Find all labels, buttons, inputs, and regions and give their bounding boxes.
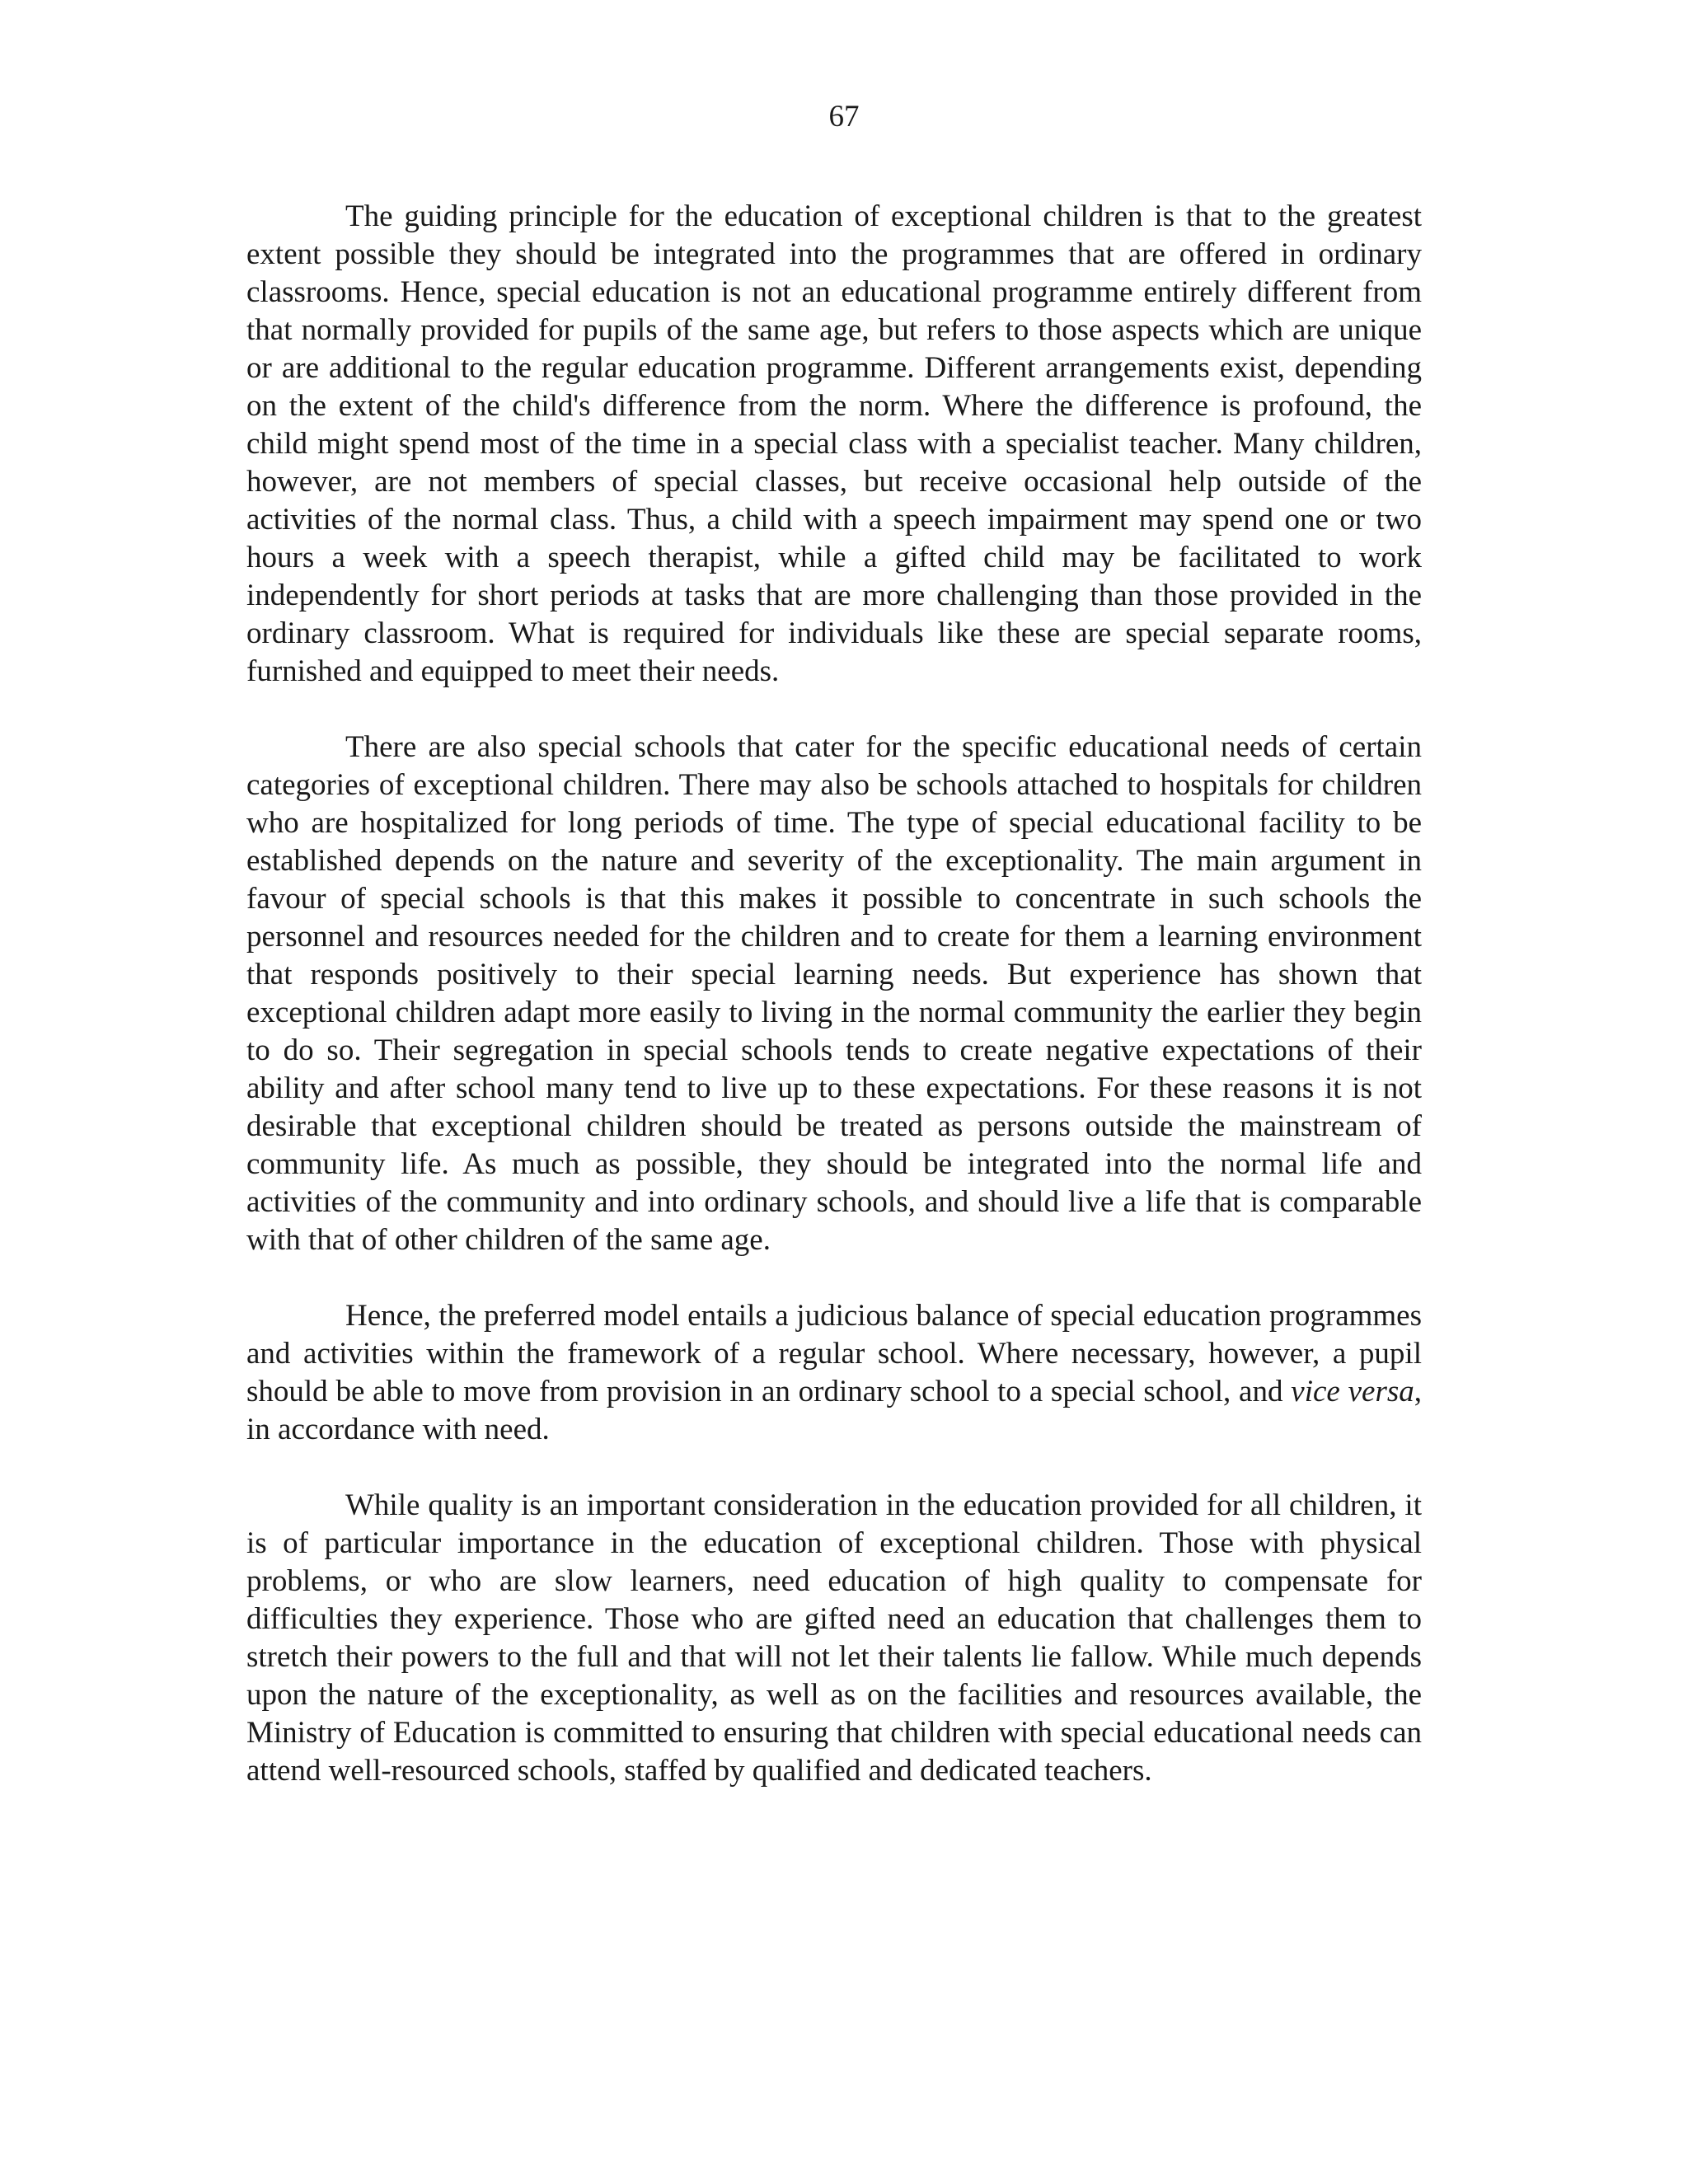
- body-text: [246, 198, 1422, 1790]
- preferred-model-text: Hence, the preferred model entails a judicious balance of special education programmes and activities within the framework of a regular school. Where necessary, however, a pupil should be able to move from provision in an ordinary school to a special school, and: [246, 1299, 1422, 1408]
- paragraph-preferred-model: [246, 1297, 1422, 1449]
- paragraph-integration-principle: The guiding principle for the education of exceptional children is that to the greatest extent possible they should be integrated into the programmes that are offered in ordinary classrooms. Hence, special education is not an educational programme entirely different from that normally provided for pupils of the same age, but refers to those aspects which are unique or are additional to the regular education programme. Different arrangements exist, depending on the extent of the child's difference from the norm. Where the difference is profound, the child might spend most of the time in a special class with a specialist teacher. Many children, however, are not members of special classes, but receive occasional help outside of the activities of the normal class. Thus, a child with a speech impairment may spend one or two hours a week with a speech therapist, while a gifted child may be facilitated to work independently for short periods at tasks that are more challenging than those provided in the ordinary classroom. What is required for individuals like these are special separate rooms, furnished and equipped to meet their needs.: [246, 199, 1422, 688]
- italic-phrase: vice versa: [1291, 1375, 1414, 1408]
- paragraph-quality: While quality is an important consideration in the education provided for all children, it is of particular importance in the education of exceptional children. Those with physical problems, or who are slow learners, need education of high quality to compensate for difficulties they experience. Those who are gifted need an education that challenges them to stretch their powers to the full and that will not let their talents lie fallow. While much depends upon the nature of the exceptionality, as well as on the facilities and resources available, the Ministry of Education is committed to ensuring that children with special educational needs can attend well-resourced schools, staffed by qualified and dedicated teachers.: [246, 1488, 1422, 1788]
- page-number: 67: [828, 100, 860, 134]
- preferred-model-text-end: , in accordance with need.: [246, 1375, 1422, 1446]
- paragraph-special-schools: There are also special schools that cater for the specific educational needs of certain categories of exceptional children. There may also be schools attached to hospitals for children who are hospitalized for long periods of time. The type of special educational facility to be established depends on the nature and severity of the exceptionality. The main argument in favour of special schools is that this makes it possible to concentrate in such schools the personnel and resources needed for the children and to create for them a learning environment that responds positively to their special learning needs. But experience has shown that exceptional children adapt more easily to living in the normal community the earlier they begin to do so. Their segregation in special schools tends to create negative expectations of their ability and after school many tend to live up to these expectations. For these reasons it is not desirable that exceptional children should be treated as persons outside the mainstream of community life. As much as possible, they should be integrated into the normal life and activities of the community and into ordinary schools, and should live a life that is comparable with that of other children of the same age.: [246, 730, 1422, 1257]
